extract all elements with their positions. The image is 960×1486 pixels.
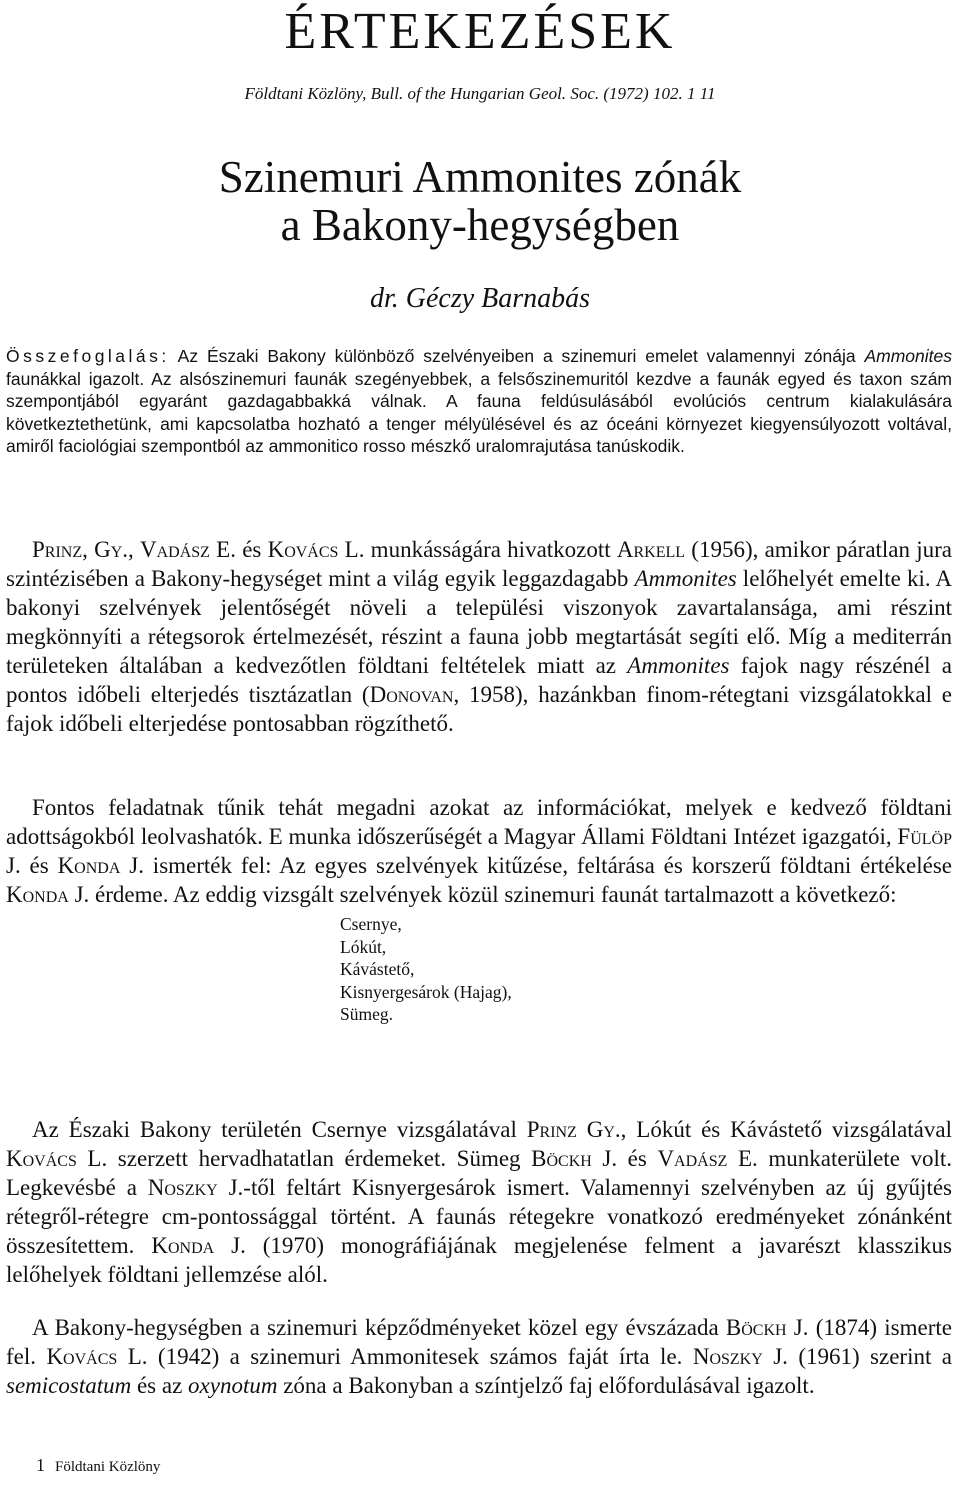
page-footer	[36, 1455, 160, 1476]
paragraph-text: (1942) a szinemuri Ammonitesek számos faját írta le.	[147, 1344, 693, 1369]
article-title-line-2: a Bakony-hegységben	[280, 200, 680, 250]
locality-item: Kisnyergesárok (Hajag),	[340, 981, 512, 1002]
locality-item: Kávástető,	[340, 959, 415, 979]
locality-list	[340, 913, 512, 1026]
italic-term: oxynotum	[188, 1373, 278, 1398]
paragraph-text: és	[235, 537, 268, 562]
author-ref: Vadász E.	[140, 537, 236, 562]
locality-item: Csernye,	[340, 914, 402, 934]
paragraph-1	[6, 535, 952, 738]
author-ref: Konda J.	[6, 882, 90, 907]
section-title: ÉRTEKEZÉSEK	[284, 3, 676, 60]
author-ref: Böckh J.	[725, 1315, 809, 1340]
author-ref: Konda J.	[151, 1233, 246, 1258]
paragraph-3	[6, 1115, 952, 1289]
paragraph-4	[6, 1313, 952, 1400]
article-title-line-1: Szinemuri Ammonites zónák	[218, 152, 742, 202]
author-ref: Noszky J.	[147, 1175, 244, 1200]
paragraph-text: lelőhelyét emelte ki. A bakonyi szelvények jelentőségét növeli a települési viszonyok zavartalansága, ami részint megkönnyíti a rétegsorok értelmezését, részint a fauna jobb megtartását segíti elő. Míg a mediterrán területeken általában a kedvezőtlen földtani feltételek miatt az	[6, 566, 952, 678]
locality-item: Lókút,	[340, 936, 387, 957]
paragraph-text: zóna a Bakonyban a színtjelző faj előfordulásával igazolt.	[277, 1373, 815, 1398]
journal-citation: Földtani Közlöny, Bull. of the Hungarian Geol. Soc. (1972) 102. 1 11	[244, 84, 716, 103]
paragraph-text: (1956), amikor páratlan jura szintézisében a Bakony-hegységet mint a világ egyik leggazdagabb	[6, 537, 952, 591]
paragraph-text: érdeme. Az eddig vizsgált szelvények közül szinemuri faunát tartalmazott a következő:	[89, 882, 897, 907]
paragraph-2	[6, 793, 952, 909]
paragraph-text: fajok nagy részénél a pontos időbeli elterjedés tisztázatlan (	[6, 653, 952, 707]
paragraph-text: Fontos feladatnak tűnik tehát megadni azokat az információkat, melyek e kedvező földtani adottságokból leolvashatók. E munka időszerűségét a Magyar Állami Földtani Intézet igazgatói,	[6, 795, 952, 849]
paragraph-text: és az	[131, 1373, 189, 1398]
paragraph-text: munkaterülete volt. Legkevésbé a	[6, 1146, 953, 1200]
author-ref: Donovan	[369, 682, 454, 707]
paragraph-text: ,	[128, 537, 140, 562]
author-ref: Noszky J.	[692, 1344, 788, 1369]
paragraph-text: és	[20, 853, 58, 878]
footer-signature-number: 1	[36, 1455, 45, 1475]
paragraph-text: szerzett hervadhatatlan érdemeket. Sümeg	[107, 1146, 532, 1171]
italic-term: Ammonites	[634, 566, 737, 591]
italic-term: semicostatum	[6, 1373, 132, 1398]
paragraph-text: (1961) szerint a	[787, 1344, 952, 1369]
abstract-text: Az Északi Bakony különböző szelvényeiben a szinemuri emelet valamennyi zónája	[169, 346, 865, 366]
paragraph-text: Az Északi Bakony területén Csernye vizsgálatával	[32, 1117, 527, 1142]
author-ref: Fülöp J.	[6, 824, 952, 878]
abstract-text: faunákkal igazolt. Az alsószinemuri faunák szegényebbek, a felsőszinemuritól kezdve a faunák egyed és taxon szám szempontjából egyaránt gazdagabbakká válnak. A fauna feldúsulásából evolúciós centrum kialakulására következtethetünk, ami kapcsolatba hozható a tenger mélyülésével és az óceáni környezet kiegyensúlyozott voltával, amiről faciológiai szempontból az ammonitico rosso mészkő uralomrajutása tanúskodik.	[6, 368, 952, 456]
author-name: dr. Géczy Barnabás	[369, 283, 591, 314]
paragraph-text: -től feltárt Kisnyergesárok ismert. Valamennyi szelvényben az új gyűjtés rétegről-rétegre cm-pontossággal történt. A faunás rétegekre vonatkozó eredményeket zónánként összesítettem.	[6, 1175, 952, 1258]
author-ref: Prinz, Gy.	[32, 537, 129, 562]
paragraph-text: és	[617, 1146, 658, 1171]
paragraph-text: A Bakony-hegységben a szinemuri képződményeket közel egy évszázada	[32, 1315, 726, 1340]
article-title	[0, 153, 960, 249]
author-ref: Arkell	[616, 537, 686, 562]
footer-journal-name: Földtani Közlöny	[55, 1459, 161, 1475]
abstract-label: Összefoglalás:	[6, 346, 170, 366]
author-ref: Kovács L.	[267, 537, 365, 562]
paragraph-text: munkásságára hivatkozott	[364, 537, 617, 562]
paragraph-text: , Lókút és Kávástető vizsgálatával	[620, 1117, 952, 1142]
paragraph-text: , 1958), hazánkban finom-rétegtani vizsgálatokkal e fajok időbeli elterjedése pontosabban rögzíthető.	[6, 682, 952, 736]
author-ref: Prinz Gy.	[526, 1117, 621, 1142]
italic-term: Ammonites	[627, 653, 730, 678]
paragraph-text: ismerték fel: Az egyes szelvények kitűzése, feltárása és korszerű földtani értékelése	[143, 853, 953, 878]
author-ref: Konda J.	[57, 853, 144, 878]
author-ref: Kovács L.	[46, 1344, 148, 1369]
paragraph-text: (1970) monográfiájának megjelenése felment a javarészt klasszikus lelőhelyek földtani jellemzése alól.	[6, 1233, 952, 1287]
abstract	[6, 345, 952, 458]
author-ref: Böckh J.	[531, 1146, 618, 1171]
author-ref: Vadász E.	[657, 1146, 758, 1171]
locality-item: Sümeg.	[340, 1004, 393, 1024]
author-ref: Kovács L.	[6, 1146, 108, 1171]
abstract-italic-term: Ammonites	[864, 346, 952, 366]
paragraph-text: (1874) ismerte fel.	[6, 1315, 952, 1369]
